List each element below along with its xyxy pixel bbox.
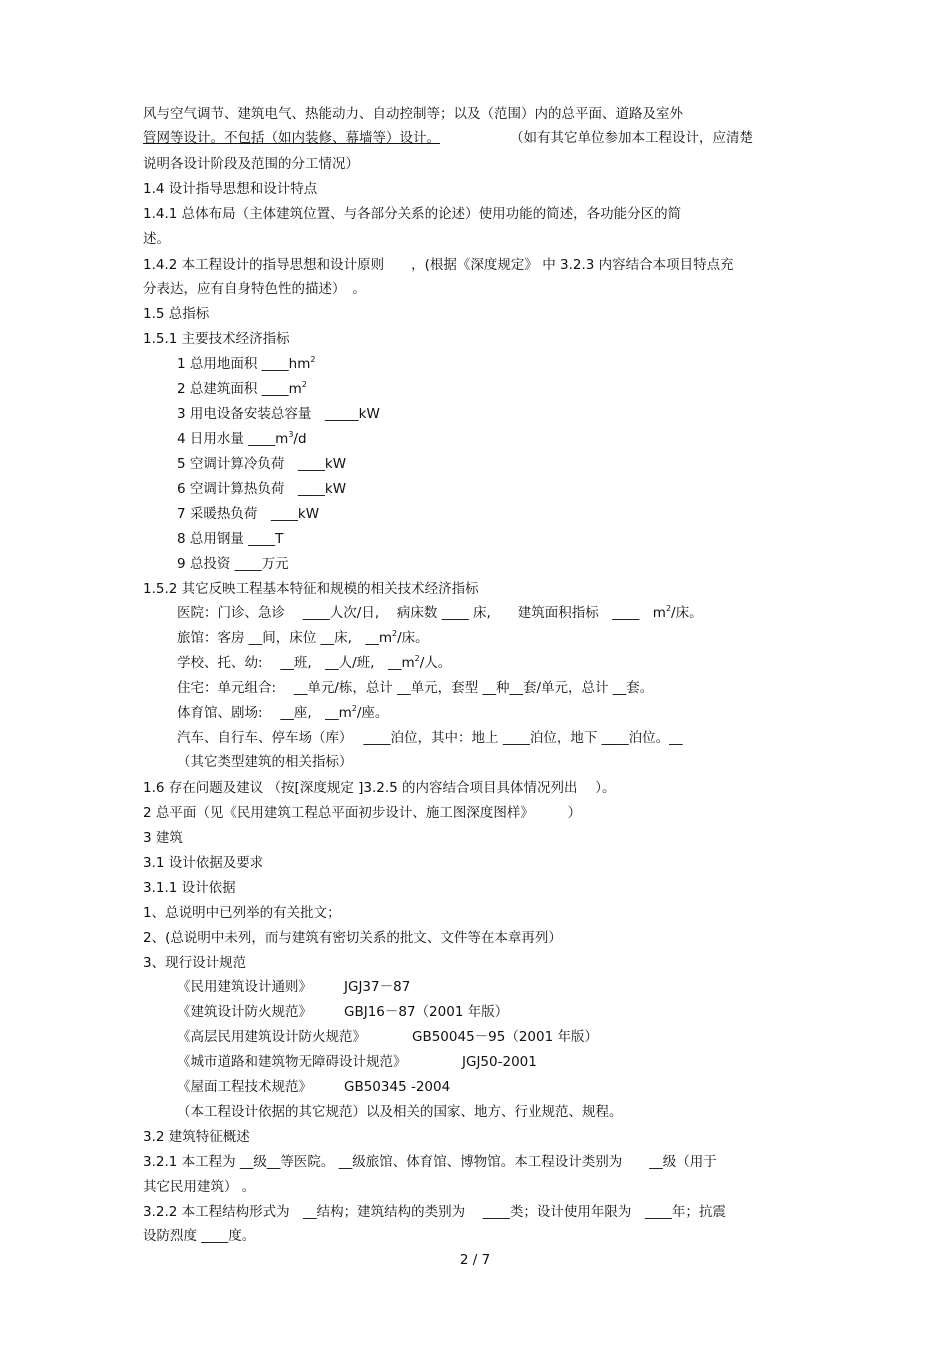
indicator-7: 7 采暖热负荷 ____kW [177, 506, 320, 522]
code-name-4: 《城市道路和建筑物无障碍设计规范》 [177, 1054, 407, 1070]
code-name-3: 《高层民用建筑设计防火规范》 [177, 1029, 366, 1045]
heading-3-1: 3.1 设计依据及要求 [143, 855, 264, 871]
para-3-2-1-line-1: 3.2.1 本工程为 __级__等医院。 __级旅馆、体育馆、博物馆。本工程设计类别为 __级（用于 [143, 1154, 717, 1170]
special-other: （其它类型建筑的相关指标） [177, 754, 353, 770]
heading-1-4: 1.4 设计指导思想和设计特点 [143, 181, 318, 197]
code-number-1: JGJ37－87 [344, 979, 411, 995]
heading-1-5-2: 1.5.2 其它反映工程基本特征和规模的相关技术经济指标 [143, 581, 479, 597]
basis-item-2: 2、(总说明中未列，而与建筑有密切关系的批文、文件等在本章再列） [143, 930, 562, 946]
para-3-2-2-line-1: 3.2.2 本工程结构形式为 __结构；建筑结构的类别为 ____类；设计使用年限为 ____年；抗震 [143, 1204, 726, 1220]
heading-3: 3 建筑 [143, 830, 183, 846]
para-1-4-1-line-1: 1.4.1 总体布局（主体建筑位置、与各部分关系的论述）使用功能的简述，各功能分区的简 [143, 206, 682, 222]
heading-2: 2 总平面（见《民用建筑工程总平面初步设计、施工图深度图样》 ） [143, 805, 582, 821]
code-name-2: 《建筑设计防火规范》 [177, 1004, 312, 1020]
code-number-3: GB50045－95（2001 年版） [412, 1029, 598, 1045]
code-number-2: GBJ16－87（2001 年版） [344, 1004, 509, 1020]
code-name-1: 《民用建筑设计通则》 [177, 979, 312, 995]
special-residence: 住宅：单元组合: __单元/栋，总计 __单元，套型 __种__套/单元，总计 __套。 [177, 680, 654, 696]
codes-note: （本工程设计依据的其它规范）以及相关的国家、地方、行业规范、规程。 [177, 1104, 623, 1120]
heading-1-5-1: 1.5.1 主要技术经济指标 [143, 331, 290, 347]
para-3-2-1-line-2: 其它民用建筑） 。 [143, 1179, 256, 1195]
special-hospital: 医院：门诊、急诊 ____人次/日, 病床数 ____ 床, 建筑面积指标 ____ $m^2/$床。 [177, 604, 703, 621]
code-number-4: JGJ50-2001 [462, 1054, 537, 1070]
basis-item-1: 1、总说明中已列举的有关批文； [143, 905, 341, 921]
indicator-4: 4 日用水量 $\_\_\_\_m^3/d$ [177, 430, 307, 447]
special-stadium: 体育馆、剧场: __座, $\_\_m^2/$座。 [177, 704, 389, 721]
scope-line-1: 风与空气调节、建筑电气、热能动力、自动控制等；以及（范围）内的总平面、道路及室外 [143, 106, 683, 122]
indicator-2: 2 总建筑面积 $\_\_\_\_m^2$ [177, 380, 307, 397]
para-1-4-2-line-2: 分表达，应有自身特色性的描述） 。 [143, 281, 366, 297]
code-name-5: 《屋面工程技术规范》 [177, 1079, 312, 1095]
scope-line-2: 管网等设计。不包括（如内装修、幕墙等）设计。 [143, 130, 440, 146]
para-1-4-2-line-1: 1.4.2 本工程设计的指导思想和设计原则 ，(根据《深度规定》 中 3.2.3 内容结合本项目特点充 [143, 257, 734, 273]
para-3-2-2-line-2: 设防烈度 ____度。 [143, 1228, 256, 1244]
special-parking: 汽车、自行车、停车场（库） ____泊位，其中：地上 ____泊位，地下 ____泊位。__ [177, 730, 683, 746]
page-number: 2 / 7 [459, 1252, 491, 1268]
scope-line-2-note: （如有其它单位参加本工程设计，应清楚 [510, 130, 753, 146]
heading-3-2: 3.2 建筑特征概述 [143, 1129, 250, 1145]
indicator-5: 5 空调计算冷负荷 ____kW [177, 456, 347, 472]
indicator-1: 1 总用地面积 $\_\_\_\_hm^2$ [177, 355, 316, 372]
basis-item-3: 3、现行设计规范 [143, 955, 247, 971]
special-hotel: 旅馆：客房 __间，床位 __床, $\_\_m^2/$床。 [177, 629, 429, 646]
heading-3-1-1: 3.1.1 设计依据 [143, 880, 236, 896]
code-number-5: GB50345 -2004 [344, 1079, 451, 1095]
indicator-6: 6 空调计算热负荷 ____kW [177, 481, 347, 497]
heading-1-6: 1.6 存在问题及建议 （按[深度规定 ]3.2.5 的内容结合项目具体情况列出 ）。 [143, 780, 616, 796]
heading-1-5: 1.5 总指标 [143, 306, 210, 322]
scope-line-3: 说明各设计阶段及范围的分工情况） [143, 156, 359, 172]
indicator-9: 9 总投资 ____万元 [177, 556, 289, 572]
special-school: 学校、托、幼: __班, __人/班, $\_\_m^2/$人。 [177, 654, 452, 671]
para-1-4-1-line-2: 述。 [143, 231, 170, 247]
indicator-3: 3 用电设备安装总容量 _____kW [177, 406, 380, 422]
indicator-8: 8 总用钢量 ____T [177, 531, 284, 547]
